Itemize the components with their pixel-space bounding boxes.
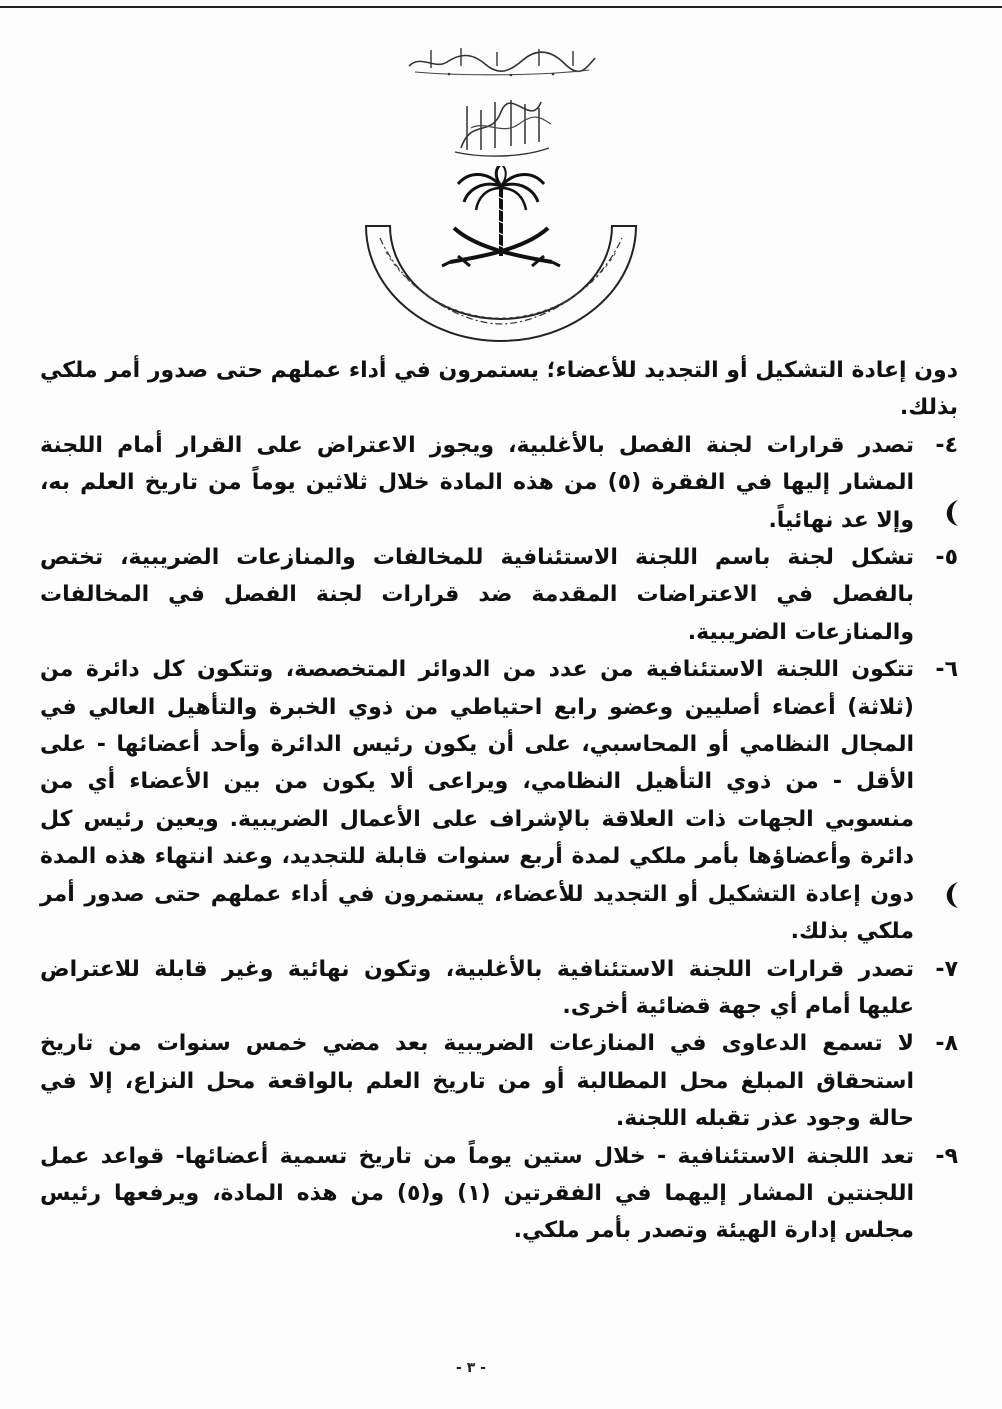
item-text: لا تسمع الدعاوى في المنازعات الضريبية بعد مضي خمس سنوات من تاريخ استحقاق المبلغ محل المطالبة أو من تاريخ العلم بالواقعة محل النزاع، إلا في حالة وجود عذر تقبله اللجنة. [40,1031,914,1132]
item-number: ٨- [935,1031,958,1057]
top-rule [0,6,1002,8]
shahada-text [0,0,1,1]
emblem-arc-text [0,0,1,1]
item-text: تشكل لجنة باسم اللجنة الاستئنافية للمخالفات والمنازعات الضريبية، تختص بالفصل في الاعتراضات المقدمة ضد قرارات لجنة الفصل في المخالفات والمنازعات الضريبية. [40,545,914,645]
basmala-text [0,0,1,1]
item-number: ٥- [935,545,958,571]
punch-hole-icon [940,498,962,528]
item-number: ٧- [935,956,958,982]
punch-hole-icon [940,880,962,910]
item-number: ٦- [935,657,958,683]
list-item [40,1025,958,1137]
body-text [40,352,958,1250]
item-text: تصدر قرارات اللجنة الاستئنافية بالأغلبية، وتكون نهائية وغير قابلة للاعتراض عليها أمام أي جهة قضائية أخرى. [40,956,914,1019]
list-item [40,1138,958,1250]
list-item [40,651,958,950]
shahada-calligraphy [441,88,561,160]
item-text: تتكون اللجنة الاستئنافية من عدد من الدوائر المتخصصة، وتتكون كل دائرة من (ثلاثة) أعضاء أصليين وعضو رابع احتياطي من ذوي الخبرة والتأهيل العالي في المجال النظامي أو المحاسبي، على أن يكون رئيس الدائرة وأحد أعضائها - على الأقل - من ذوي التأهيل النظامي، ويراعى ألا يكون من بين الأعضاء أي من منسوبي الجهات ذات العلاقة بالإشراف على الأعمال الضريبية. ويعين رئيس كل دائرة وأعضاؤها بأمر ملكي لمدة أربع سنوات قابلة للتجديد، وعند انتهاء هذه المدة دون إعادة التشكيل أو التجديد للأعضاء، يستمرون في أداء عملهم حتى صدور أمر ملكي بذلك. [40,657,914,945]
emblem-palm-swords-icon [346,166,656,346]
item-number: ٤- [935,432,958,458]
item-text: تعد اللجنة الاستئنافية - خلال ستين يوماً من تاريخ تسمية أعضائها- قواعد عمل اللجنتين المشار إليهما في الفقرتين (١) و(٥) من هذه المادة، ويرفعها رئيس مجلس إدارة الهيئة وتصدر بأمر ملكي. [40,1143,914,1244]
list-item [40,427,958,539]
basmala-calligraphy [401,40,601,80]
item-text: تصدر قرارات لجنة الفصل بالأغلبية، ويجوز الاعتراض على القرار أمام اللجنة المشار إليها في الفقرة (٥) من هذه المادة خلال ثلاثين يوماً من تاريخ العلم به، وإلا عد نهائياً. [40,432,914,533]
list-item [40,951,958,1026]
list-item [40,539,958,651]
item-number: ٩- [935,1143,958,1169]
continuation-paragraph: دون إعادة التشكيل أو التجديد للأعضاء؛ يستمرون في أداء عملهم حتى صدور أمر ملكي بذلك. [40,358,958,421]
page-number: - ٣ - [456,1360,486,1376]
